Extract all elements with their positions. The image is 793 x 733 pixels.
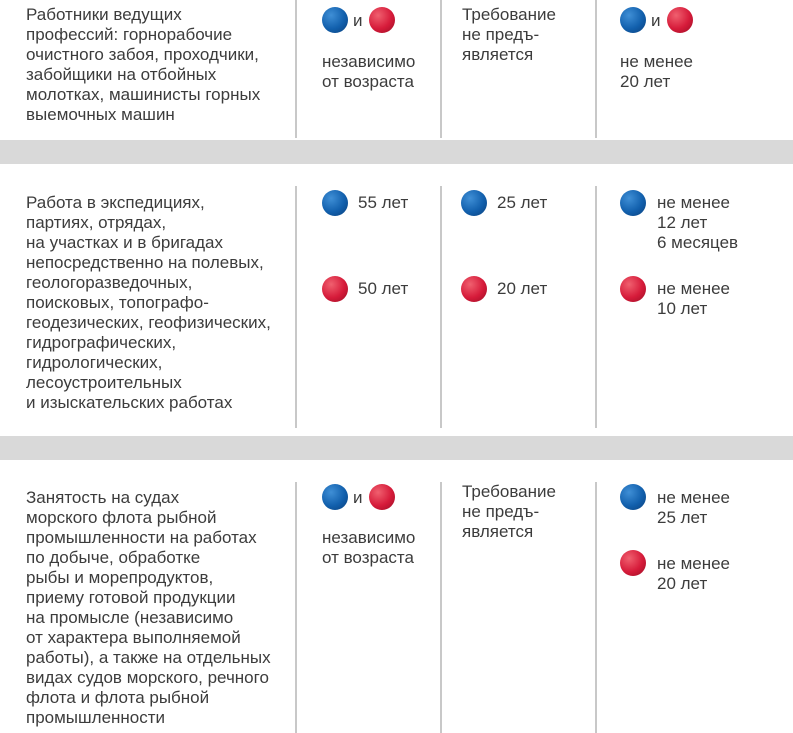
column-divider	[440, 0, 442, 138]
men-icon	[322, 7, 348, 33]
requirement-women-text: 20 лет	[497, 279, 548, 298]
women-icon	[369, 7, 395, 33]
women-icon	[620, 276, 646, 302]
experience-text: не менее 20 лет	[620, 52, 694, 91]
men-icon	[620, 190, 646, 216]
row-separator	[0, 140, 793, 164]
age-text: независимо от возраста	[322, 528, 416, 567]
column-divider	[595, 482, 597, 733]
experience-women-text: не менее 20 лет	[657, 554, 731, 593]
men-icon	[322, 484, 348, 510]
requirement-men-text: 25 лет	[497, 193, 548, 212]
row-separator	[0, 436, 793, 460]
women-icon	[322, 276, 348, 302]
column-divider	[440, 186, 442, 428]
women-icon	[369, 484, 395, 510]
row-2	[0, 164, 793, 436]
experience-women-text: не менее 10 лет	[657, 279, 731, 318]
women-icon	[461, 276, 487, 302]
connector-label: и	[353, 488, 363, 507]
age-men-text: 55 лет	[358, 193, 409, 212]
profession-text: Работники ведущих профессий: горнорабочие очистного забоя, проходчики, забойщики на отбойных молотках, машинисты горных выемочных машин	[26, 5, 261, 124]
experience-men-text: не менее 12 лет 6 месяцев	[657, 193, 739, 252]
women-icon	[667, 7, 693, 33]
column-divider	[595, 186, 597, 428]
women-icon	[620, 550, 646, 576]
column-divider	[295, 0, 297, 138]
age-text: независимо от возраста	[322, 52, 416, 91]
connector-label: и	[353, 11, 363, 30]
profession-text: Работа в экспедициях, партиях, отрядах, на участках и в бригадах непосредственно на полевых, геологоразведочных, поисковых, топографо- геодезических, геофизических, гидрографических, гидрологических, лесоустроительных и изыскательских работах	[26, 193, 271, 412]
profession-text: Занятость на судах морского флота рыбной промышленности на работах по добыче, обработке рыбы и морепродуктов, приему готовой продукции на промысле (независимо от характера выполняемой работы), а также на отдельных видах судов морского, речного флота и флота рыбной промышленности	[26, 488, 271, 727]
men-icon	[322, 190, 348, 216]
men-icon	[461, 190, 487, 216]
age-women-text: 50 лет	[358, 279, 409, 298]
requirement-text: Требование не предъ- является	[462, 482, 556, 541]
column-divider	[295, 186, 297, 428]
row-3	[0, 460, 793, 733]
requirement-text: Требование не предъ- является	[462, 5, 556, 64]
experience-men-text: не менее 25 лет	[657, 488, 731, 527]
row-1	[0, 0, 793, 140]
men-icon	[620, 484, 646, 510]
column-divider	[440, 482, 442, 733]
column-divider	[295, 482, 297, 733]
men-icon	[620, 7, 646, 33]
column-divider	[595, 0, 597, 138]
connector-label: и	[651, 11, 661, 30]
